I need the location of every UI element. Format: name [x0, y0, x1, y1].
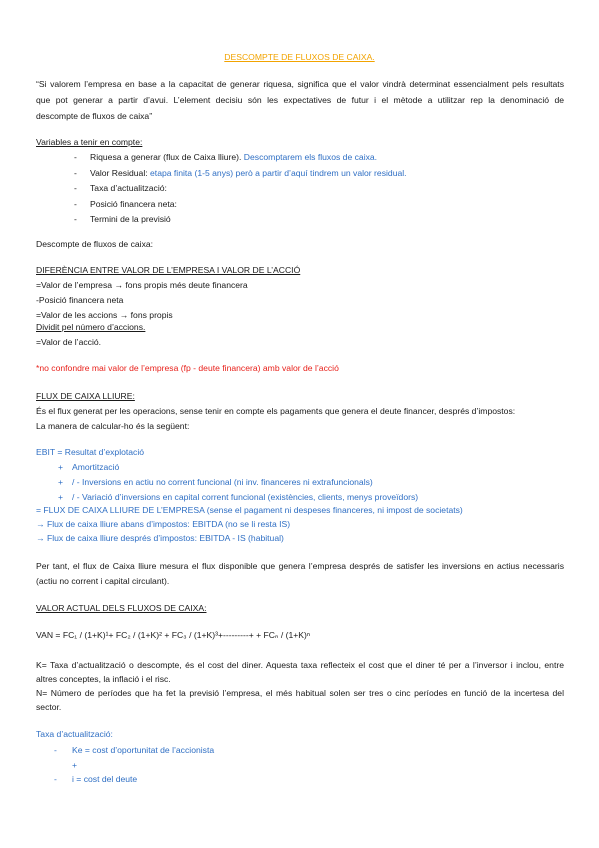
ebit-after-tax: → Flux de caixa lliure després d’impostos: EBITDA - IS (habitual) — [36, 533, 284, 543]
descompte-label: Descompte de fluxos de caixa: — [36, 239, 154, 249]
list-bullet: - — [74, 168, 77, 178]
taxa-heading: Taxa d’actualització: — [36, 729, 113, 739]
ebit-inversions: / - Inversions en actiu no corrent funcional (ni inv. financeres ni extrafuncionals) — [72, 477, 373, 487]
ebit-amortitzacio: Amortització — [72, 462, 120, 472]
list-bullet: - — [74, 214, 77, 224]
variable-label: Valor Residual: — [90, 168, 148, 178]
list-bullet: - — [54, 774, 57, 784]
list-bullet: - — [74, 152, 77, 162]
variables-heading: Variables a tenir en compte: — [36, 137, 143, 147]
diferencia-line-4: Dividit pel número d’accions. — [36, 322, 146, 332]
variable-note: etapa finita (1-5 anys) però a partir d’aquí tindrem un valor residual. — [147, 168, 407, 178]
taxa-ke: Ke = cost d’oportunitat de l’accionista — [72, 745, 215, 755]
pertant-line-1: Per tant, el flux de Caixa lliure mesura el flux disponible que genera l’empresa després de satisfer les inversions en actius necessaris — [36, 561, 564, 571]
diferencia-line-3: =Valor de les accions → fons propis — [36, 310, 173, 320]
list-bullet: - — [74, 183, 77, 193]
pertant-line-2: (actiu no corrent i capital circulant). — [36, 576, 170, 586]
page-title: DESCOMPTE DE FLUXOS DE CAIXA. — [224, 52, 375, 62]
quote-line-3: descompte de fluxos de caixa” — [36, 111, 153, 121]
quote-line-2: que pot generar a partir d’avui. L’element decisiu són les expectatives de futur i el mètode a utilitzar rep la denominació de — [36, 95, 564, 105]
diferencia-line-2: -Posició financera neta — [36, 295, 124, 305]
plus-sign: + — [58, 492, 64, 502]
list-item: Termini de la previsió — [90, 214, 171, 224]
ebit-variacio: / - Variació d’inversions en capital corrent funcional (existències, clients, menys proveïdors) — [72, 492, 419, 502]
list-item: Posició financera neta: — [90, 199, 177, 209]
diferencia-line-5: =Valor de l’acció. — [36, 337, 102, 347]
quote-line-1: “Si valorem l’empresa en base a la capacitat de generar riquesa, significa que el valor vindrà determinat essencialment pels resultats — [36, 79, 564, 89]
plus-sign: + — [72, 760, 78, 770]
variable-label: Riquesa a generar (flux de Caixa lliure). — [90, 152, 242, 162]
plus-sign: + — [58, 462, 64, 472]
ebit-before-tax: → Flux de caixa lliure abans d’impostos: EBITDA (no se li resta IS) — [36, 519, 291, 529]
variable-note: Descomptarem els fluxos de caixa. — [241, 152, 378, 162]
warning-note: *no confondre mai valor de l’empresa (fp - deute financera) amb valor de l’acció — [36, 363, 339, 373]
n-line-2: sector. — [36, 702, 62, 712]
list-item — [90, 168, 407, 179]
k-line-2: altres conceptes, la inflació i el risc. — [36, 674, 171, 684]
n-line-1: N= Número de períodes que ha fet la previsió l’empresa, el més habitual solen ser tres o cinc períodes en funció de la incertesa del — [36, 688, 564, 698]
plus-sign: + — [58, 477, 64, 487]
flux-line-2: La manera de calcular-ho és la següent: — [36, 421, 190, 431]
ebit-result: = FLUX DE CAIXA LLIURE DE L’EMPRESA (sense el pagament ni despeses financeres, ni impost de societats) — [36, 505, 463, 515]
van-formula: VAN = FC₁ / (1+K)¹+ FC₂ / (1+K)² + FC₃ / (1+K)³+---------+ + FCₙ / (1+K)ⁿ — [36, 630, 310, 640]
list-bullet: - — [54, 745, 57, 755]
diferencia-heading: DIFERÈNCIA ENTRE VALOR DE L’EMPRESA I VALOR DE L’ACCIÓ — [36, 265, 301, 275]
diferencia-line-1: =Valor de l’empresa → fons propis més deute financera — [36, 280, 248, 290]
list-bullet: - — [74, 199, 77, 209]
list-item — [90, 152, 377, 163]
list-item: Taxa d’actualització: — [90, 183, 167, 193]
k-line-1: K= Taxa d’actualització o descompte, és el cost del diner. Aquesta taxa reflecteix el cost que el diner té per a l’inversor i inclou, entre — [36, 660, 564, 670]
taxa-i: i = cost del deute — [72, 774, 138, 784]
flux-line-1: És el flux generat per les operacions, sense tenir en compte els pagaments que genera el deute financer, després d’impostos: — [36, 406, 516, 416]
ebit-line: EBIT = Resultat d’explotació — [36, 447, 145, 457]
flux-heading: FLUX DE CAIXA LLIURE: — [36, 391, 135, 401]
van-heading: VALOR ACTUAL DELS FLUXOS DE CAIXA: — [36, 603, 207, 613]
